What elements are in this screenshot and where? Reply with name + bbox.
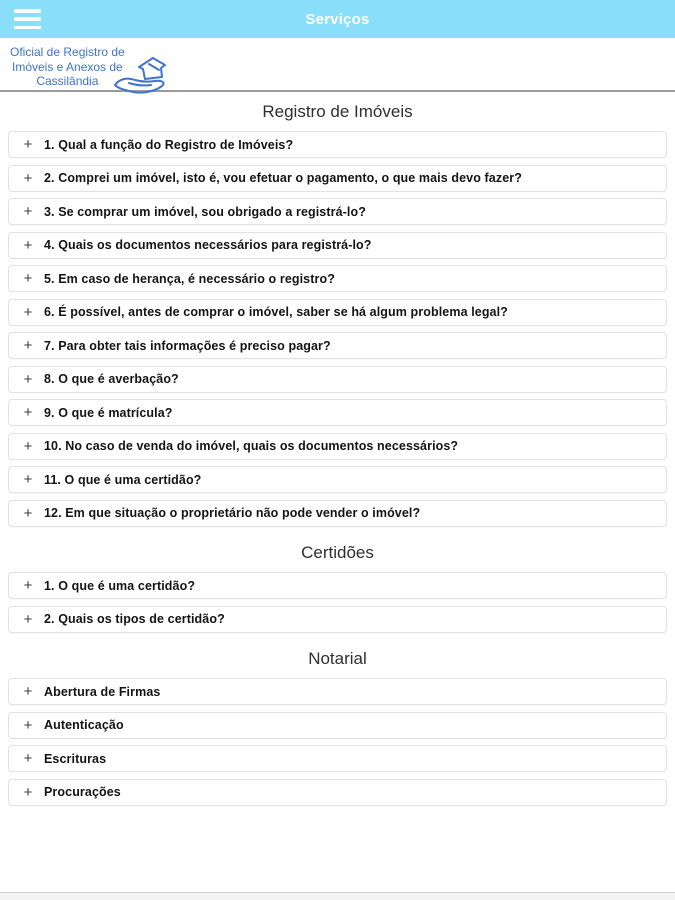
accordion-item[interactable] — [8, 433, 667, 460]
accordion-item-label: Abertura de Firmas — [44, 684, 161, 699]
hands-holding-house-icon — [109, 55, 171, 95]
faq-sections — [0, 92, 675, 806]
accordion-item-label: Autenticação — [44, 718, 124, 732]
accordion-item[interactable] — [8, 198, 667, 225]
accordion-item[interactable] — [8, 572, 667, 599]
accordion-item-label: 4. Quais os documentos necessários para registrá-lo? — [44, 238, 372, 252]
section-title: Certidões — [301, 543, 374, 562]
accordion-item-label: 3. Se comprar um imóvel, sou obrigado a registrá-lo? — [44, 204, 366, 219]
accordion-item[interactable] — [8, 745, 667, 772]
accordion-item-label: 7. Para obter tais informações é preciso pagar? — [44, 338, 331, 353]
expand-plus-icon: + — [23, 716, 33, 734]
expand-plus-icon: + — [23, 750, 33, 767]
logo-text-line2: Imóveis e Anexos de — [12, 59, 123, 74]
expand-plus-icon: + — [23, 683, 33, 700]
accordion-item-label: 9. O que é matrícula? — [44, 405, 173, 420]
accordion-item-label: Procurações — [44, 785, 121, 799]
accordion-item-label: 1. O que é uma certidão? — [44, 578, 196, 593]
accordion-item[interactable] — [8, 232, 667, 259]
logo-text — [10, 45, 125, 89]
expand-plus-icon: + — [23, 504, 33, 522]
accordion-item[interactable] — [8, 165, 667, 192]
accordion-item-label: 5. Em caso de herança, é necessário o registro? — [44, 271, 335, 286]
accordion-item-label: 6. É possível, antes de comprar o imóvel, saber se há algum problema legal? — [44, 305, 508, 319]
section-title: Registro de Imóveis — [262, 102, 413, 121]
accordion-item[interactable] — [8, 332, 667, 359]
expand-plus-icon: + — [23, 203, 33, 220]
expand-plus-icon: + — [23, 169, 33, 187]
accordion-item-label: 2. Quais os tipos de certidão? — [44, 612, 225, 626]
expand-plus-icon: + — [23, 236, 33, 254]
page-title: Serviços — [305, 10, 370, 28]
accordion-item-label: 8. O que é averbação? — [44, 372, 179, 386]
accordion-item[interactable] — [8, 399, 667, 426]
accordion-item[interactable] — [8, 265, 667, 292]
accordion-item[interactable] — [8, 678, 667, 705]
accordion-item[interactable] — [8, 466, 667, 493]
expand-plus-icon: + — [23, 303, 33, 321]
accordion-item[interactable] — [8, 500, 667, 527]
accordion-item-label: 11. O que é uma certidão? — [44, 472, 202, 487]
section-title: Notarial — [308, 649, 367, 668]
accordion-item[interactable] — [8, 606, 667, 633]
expand-plus-icon: + — [23, 404, 33, 421]
accordion-item[interactable] — [8, 131, 667, 158]
accordion-item-label: 10. No caso de venda do imóvel, quais os documentos necessários? — [44, 439, 459, 453]
expand-plus-icon: + — [23, 471, 33, 488]
accordion-item[interactable] — [8, 299, 667, 326]
accordion-item-label: Escrituras — [44, 751, 107, 766]
expand-plus-icon: + — [23, 370, 33, 388]
accordion-item[interactable] — [8, 779, 667, 806]
expand-plus-icon: + — [23, 437, 33, 455]
expand-plus-icon: + — [23, 577, 33, 594]
accordion-item-label: 12. Em que situação o proprietário não pode vender o imóvel? — [44, 506, 421, 520]
accordion-item-label: 2. Comprei um imóvel, isto é, vou efetuar o pagamento, o que mais devo fazer? — [44, 171, 522, 185]
accordion-item-label: 1. Qual a função do Registro de Imóveis? — [44, 137, 294, 152]
expand-plus-icon: + — [23, 783, 33, 801]
expand-plus-icon: + — [23, 337, 33, 354]
expand-plus-icon: + — [23, 610, 33, 628]
logo-text-line1: Oficial de Registro de — [10, 45, 125, 59]
accordion-item[interactable] — [8, 366, 667, 393]
accordion-item[interactable] — [8, 712, 667, 739]
expand-plus-icon: + — [23, 270, 33, 287]
expand-plus-icon: + — [23, 136, 33, 153]
logo — [0, 38, 675, 88]
hamburger-menu-icon[interactable] — [14, 9, 41, 29]
app-bar — [0, 0, 675, 38]
bottom-divider — [0, 892, 675, 900]
logo-text-line3: Cassilândia — [36, 74, 99, 88]
